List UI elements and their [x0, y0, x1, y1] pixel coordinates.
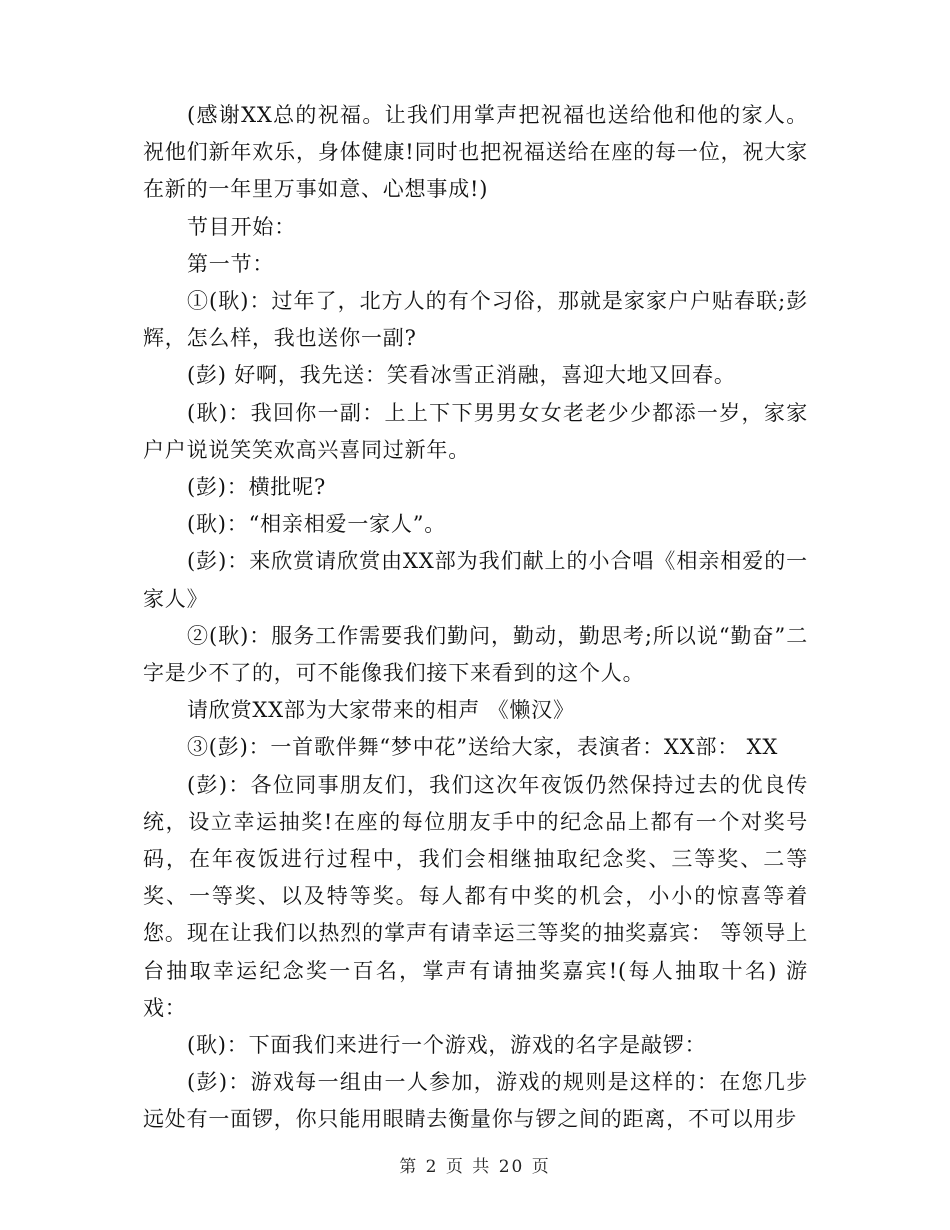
paragraph: (耿)：下面我们来进行一个游戏，游戏的名字是敲锣：	[187, 1033, 707, 1058]
page-body	[143, 97, 808, 1139]
paragraph: ①(耿)：过年了，北方人的有个习俗，那就是家家户户贴春联;彭辉，怎么样，我也送你一副?	[143, 289, 808, 351]
paragraph: (彭)：游戏每一组由一人参加，游戏的规则是这样的：在您几步远处有一面锣，你只能用眼睛去衡量你与锣之间的距离，不可以用步	[143, 1070, 808, 1132]
paragraph: 节目开始：	[187, 214, 296, 239]
page-footer: 第 2 页 共 20 页	[399, 1157, 551, 1177]
paragraph: ③(彭)：一首歌伴舞“梦中花”送给大家，表演者：XX部： XX	[187, 735, 779, 760]
paragraph: ②(耿)：服务工作需要我们勤问，勤动，勤思考;所以说“勤奋”二字是少不了的，可不能像我们接下来看到的这个人。	[143, 623, 808, 686]
paragraph: (彭) 好啊，我先送：笑看冰雪正消融，喜迎大地又回春。	[187, 363, 736, 388]
paragraph: 第一节：	[187, 251, 275, 276]
paragraph: 请欣赏XX部为大家带来的相声 《懒汉》	[187, 698, 575, 723]
paragraph: (耿)：“相亲相爱一家人”。	[187, 512, 447, 537]
paragraph: (彭)：来欣赏请欣赏由XX部为我们献上的小合唱《相亲相爱的一家人》	[143, 549, 808, 611]
paragraph: (彭)：各位同事朋友们，我们这次年夜饭仍然保持过去的优良传统，设立幸运抽奖!在座的每位朋友手中的纪念品上都有一个对奖号码，在年夜饭进行过程中，我们会相继抽取纪念奖、三等奖、二等奖、一等奖、以及特等奖。每人都有中奖的机会，小小的惊喜等着您。现在让我们以热烈的掌声有请幸运三等奖的抽奖嘉宾： 等领导上台抽取幸运纪念奖一百名，掌声有请抽奖嘉宾!(每人抽取十名) 游戏：	[143, 772, 808, 1020]
paragraph: (彭)：横批呢?	[187, 475, 327, 500]
paragraph: (耿)：我回你一副：上上下下男男女女老老少少都添一岁，家家户户说说笑笑欢高兴喜同过新年。	[143, 400, 808, 462]
paragraph: (感谢XX总的祝福。让我们用掌声把祝福也送给他和他的家人。祝他们新年欢乐，身体健康!同时也把祝福送给在座的每一位，祝大家在新的一年里万事如意、心想事成!)	[143, 103, 808, 202]
